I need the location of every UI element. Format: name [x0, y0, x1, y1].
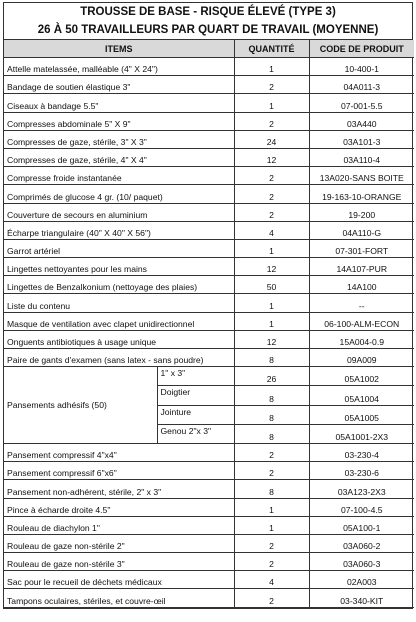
product-code: 03A101-3: [309, 130, 414, 148]
table-row: [4, 294, 414, 312]
item-quantity: 2: [234, 185, 309, 203]
item-quantity: 2: [234, 553, 309, 571]
item-quantity: 12: [234, 258, 309, 276]
table-row: [4, 239, 414, 257]
product-code: 03A060-2: [309, 534, 414, 552]
item-quantity: 26: [234, 367, 309, 386]
table-row: [4, 148, 414, 166]
item-name: Pansement non-adhérent, stérile, 2" x 3": [4, 480, 234, 498]
item-name: Pansement compressif 6"x6": [4, 462, 234, 480]
item-quantity: 8: [234, 480, 309, 498]
table-row: [4, 130, 414, 148]
subitem-size: Doigtier: [157, 386, 234, 405]
item-quantity: 8: [234, 405, 309, 424]
item-name: Attelle matelassée, malléable (4" X 24"): [4, 58, 234, 76]
item-name: Couverture de secours en aluminium: [4, 203, 234, 221]
item-name: Rouleau de gaze non-stérile 3": [4, 553, 234, 571]
page-title: TROUSSE DE BASE - RISQUE ÉLEVÉ (TYPE 3): [80, 6, 336, 18]
item-name: Compresse froide instantanée: [4, 167, 234, 185]
item-quantity: 2: [234, 462, 309, 480]
item-name: Compresses abdominale 5" X 9": [4, 112, 234, 130]
table-row: [4, 185, 414, 203]
product-code: 05A1001-2X3: [309, 424, 414, 443]
item-name: Tampons oculaires, stériles, et couvre-œil: [4, 589, 234, 607]
product-code: 07-301-FORT: [309, 239, 414, 257]
item-quantity: 8: [234, 424, 309, 443]
subitem-size: Genou 2"x 3": [157, 424, 234, 443]
item-quantity: 2: [234, 167, 309, 185]
item-name: Paire de gants d'examen (sans latex - sans poudre): [4, 349, 234, 367]
table-row: [4, 276, 414, 294]
item-name: Ciseaux à bandage 5.5": [4, 94, 234, 112]
product-code: 19-163-10-ORANGE: [309, 185, 414, 203]
header: [4, 3, 412, 40]
table-body: [4, 58, 414, 608]
product-code: 05A1004: [309, 386, 414, 405]
item-quantity: 1: [234, 58, 309, 76]
item-name: Sac pour le recueil de déchets médicaux: [4, 571, 234, 589]
table-row: [4, 221, 414, 239]
item-quantity: 50: [234, 276, 309, 294]
item-name: Compresses de gaze, stérile, 4" X 4": [4, 148, 234, 166]
item-quantity: 2: [234, 534, 309, 552]
product-code: 07-001-5.5: [309, 94, 414, 112]
column-header-items: ITEMS: [4, 40, 234, 58]
table-row: [4, 480, 414, 498]
product-code: 03A110-4: [309, 148, 414, 166]
table-row: [4, 203, 414, 221]
product-code: 03A123-2X3: [309, 480, 414, 498]
item-quantity: 1: [234, 294, 309, 312]
table-row: [4, 367, 414, 386]
product-code: 13A020-SANS BOITE: [309, 167, 414, 185]
table-row: [4, 76, 414, 94]
item-name: Onguents antibiotiques à usage unique: [4, 330, 234, 348]
item-quantity: 1: [234, 498, 309, 516]
item-quantity: 1: [234, 239, 309, 257]
product-code: 03A440: [309, 112, 414, 130]
table-row: [4, 167, 414, 185]
table-row: [4, 112, 414, 130]
product-code: 14A100: [309, 276, 414, 294]
product-code: 05A1002: [309, 367, 414, 386]
item-quantity: 1: [234, 516, 309, 534]
table-header-row: [4, 40, 414, 58]
product-code: 04A011-3: [309, 76, 414, 94]
item-quantity: 1: [234, 94, 309, 112]
page-subtitle: 26 À 50 TRAVAILLEURS PAR QUART DE TRAVAIL (MOYENNE): [37, 24, 379, 36]
product-code: 03-340-KIT: [309, 589, 414, 607]
item-name: Liste du contenu: [4, 294, 234, 312]
table-row: [4, 553, 414, 571]
item-quantity: 8: [234, 386, 309, 405]
table-row: [4, 516, 414, 534]
product-code: 02A003: [309, 571, 414, 589]
table-row: [4, 94, 414, 112]
table-row: [4, 534, 414, 552]
table-row: [4, 58, 414, 76]
product-code: 14A107-PUR: [309, 258, 414, 276]
item-name: Rouleau de diachylon 1": [4, 516, 234, 534]
column-header-quantity: QUANTITÉ: [234, 40, 309, 58]
item-quantity: 12: [234, 330, 309, 348]
item-quantity: 2: [234, 589, 309, 607]
item-name: Lingettes de Benzalkonium (nettoyage des plaies): [4, 276, 234, 294]
item-quantity: 2: [234, 443, 309, 461]
item-quantity: 2: [234, 76, 309, 94]
product-code: 05A1005: [309, 405, 414, 424]
kit-sheet: [3, 2, 413, 609]
table-row: [4, 349, 414, 367]
item-quantity: 24: [234, 130, 309, 148]
item-name: Bandage de soutien élastique 3": [4, 76, 234, 94]
product-code: 03A060-3: [309, 553, 414, 571]
table-row: [4, 498, 414, 516]
product-code: 04A110-G: [309, 221, 414, 239]
table-row: [4, 462, 414, 480]
item-name: Comprimés de glucose 4 gr. (10/ paquet): [4, 185, 234, 203]
item-quantity: 2: [234, 112, 309, 130]
product-code: 06-100-ALM-ECON: [309, 312, 414, 330]
item-quantity: 12: [234, 148, 309, 166]
column-header-code: CODE DE PRODUIT: [309, 40, 414, 58]
table-row: [4, 312, 414, 330]
item-name: Pansement compressif 4"x4": [4, 443, 234, 461]
table-row: [4, 589, 414, 607]
product-code: 19-200: [309, 203, 414, 221]
product-code: 05A100-1: [309, 516, 414, 534]
product-code: 03-230-4: [309, 443, 414, 461]
item-quantity: 4: [234, 221, 309, 239]
subitem-size: Jointure: [157, 405, 234, 424]
product-code: 07-100-4.5: [309, 498, 414, 516]
table-row: [4, 571, 414, 589]
item-quantity: 8: [234, 349, 309, 367]
table-row: [4, 330, 414, 348]
table-row: [4, 443, 414, 461]
item-name: Lingettes nettoyantes pour les mains: [4, 258, 234, 276]
group-name: Pansements adhésifs (50): [4, 367, 157, 444]
product-code: 15A004-0.9: [309, 330, 414, 348]
item-name: Compresses de gaze, stérile, 3" X 3": [4, 130, 234, 148]
product-code: 10-400-1: [309, 58, 414, 76]
item-name: Écharpe triangulaire (40" X 40" X 56"): [4, 221, 234, 239]
item-name: Masque de ventilation avec clapet unidirectionnel: [4, 312, 234, 330]
item-name: Garrot artériel: [4, 239, 234, 257]
item-quantity: 1: [234, 312, 309, 330]
product-code: 03-230-6: [309, 462, 414, 480]
item-quantity: 4: [234, 571, 309, 589]
item-name: Rouleau de gaze non-stérile 2": [4, 534, 234, 552]
contents-table: [4, 40, 414, 608]
product-code: 09A009: [309, 349, 414, 367]
item-quantity: 2: [234, 203, 309, 221]
product-code: --: [309, 294, 414, 312]
item-name: Pince à écharde droite 4.5": [4, 498, 234, 516]
table-row: [4, 258, 414, 276]
subitem-size: 1" x 3": [157, 367, 234, 386]
